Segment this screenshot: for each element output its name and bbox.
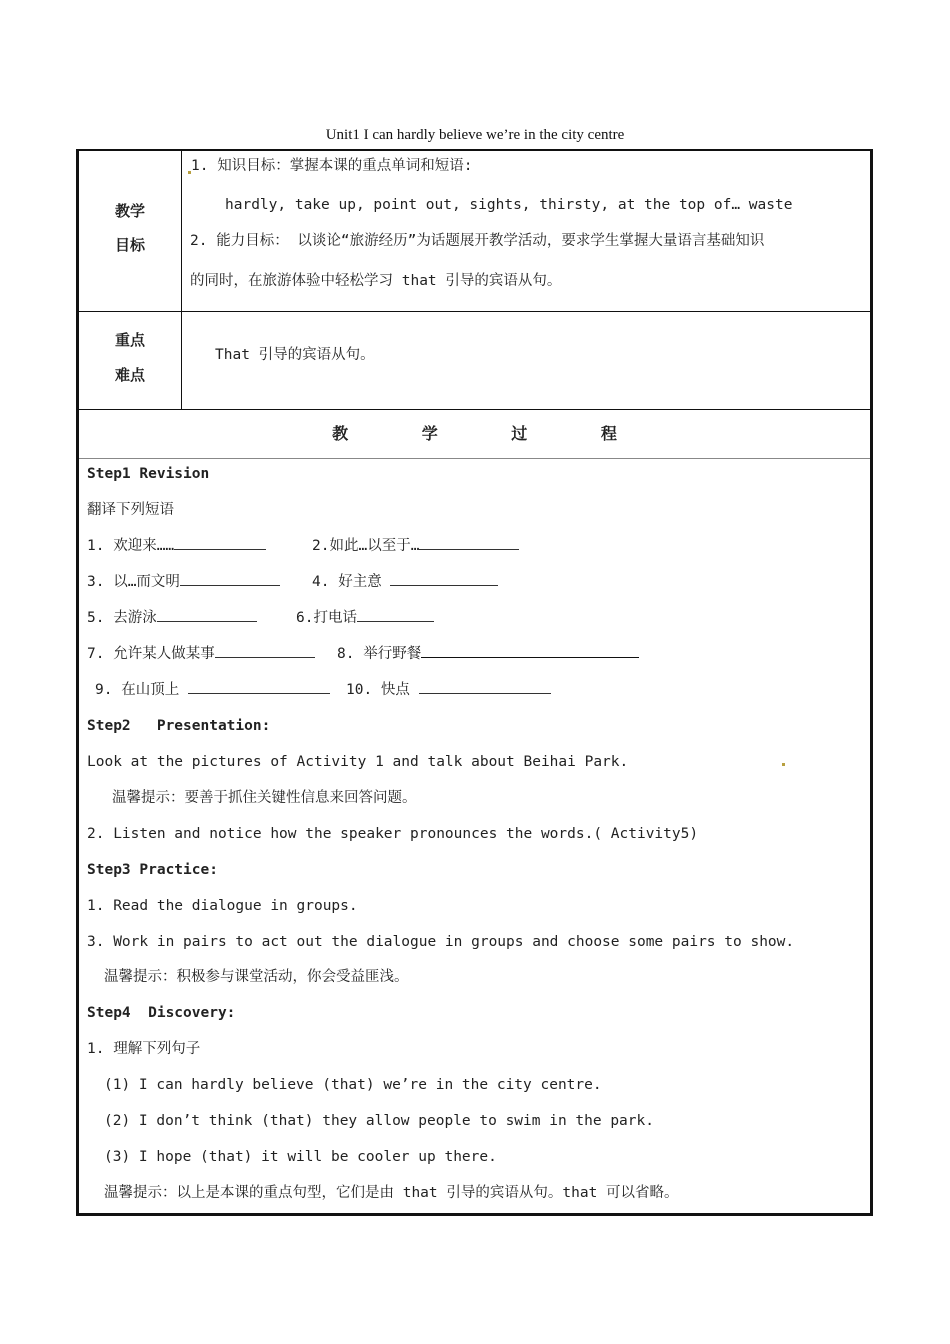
step2-heading: Step2 Presentation: <box>87 718 271 734</box>
answer-blank[interactable] <box>357 609 434 622</box>
answer-blank[interactable] <box>390 573 498 586</box>
phrase-item: 10. 快点 <box>346 681 551 699</box>
process-char: 学 <box>421 424 438 443</box>
step3-tip: 温馨提示：积极参与课堂活动，你会受益匪浅。 <box>104 969 409 985</box>
answer-blank[interactable] <box>419 681 551 694</box>
step3-line-2: 3. Work in pairs to act out the dialogue in groups and choose some pairs to show. <box>87 934 795 950</box>
answer-blank[interactable] <box>180 573 280 586</box>
step4-tip: 温馨提示：以上是本课的重点句型，它们是由 that 引导的宾语从句。that 可以省略。 <box>104 1185 679 1201</box>
process-char: 程 <box>600 424 617 443</box>
answer-blank[interactable] <box>174 537 266 550</box>
stray-mark <box>782 763 785 766</box>
row-divider <box>79 409 870 410</box>
objectives-line-4: 的同时，在旅游体验中轻松学习 that 引导的宾语从句。 <box>190 273 562 289</box>
phrase-item: 7. 允许某人做某事 <box>87 645 315 663</box>
answer-blank[interactable] <box>421 645 639 658</box>
step3-heading: Step3 Practice: <box>87 862 218 878</box>
process-char: 过 <box>511 424 528 443</box>
answer-blank[interactable] <box>419 537 519 550</box>
phrase-item: 4. 好主意 <box>312 573 498 591</box>
step2-tip: 温馨提示：要善于抓住关键性信息来回答问题。 <box>112 790 417 806</box>
answer-blank[interactable] <box>157 609 257 622</box>
step2-line-1: Look at the pictures of Activity 1 and talk about Beihai Park. <box>87 754 629 770</box>
example-sentence: (2) I don’t think (that) they allow people to swim in the park. <box>104 1113 654 1129</box>
objectives-line-2: hardly, take up, point out, sights, thirsty, at the top of… waste <box>225 197 793 213</box>
answer-blank[interactable] <box>188 681 330 694</box>
answer-blank[interactable] <box>215 645 315 658</box>
objectives-line-1: 1. 知识目标：掌握本课的重点单词和短语: <box>191 158 473 174</box>
step1-heading: Step1 Revision <box>87 466 210 482</box>
phrase-item: 5. 去游泳 <box>87 609 257 627</box>
process-char: 教 <box>332 424 349 443</box>
phrase-item: 2.如此…以至于… <box>312 537 519 555</box>
process-header <box>79 421 870 444</box>
phrase-item: 9. 在山顶上 <box>95 681 330 699</box>
step1-instruction: 翻译下列短语 <box>87 502 174 518</box>
lesson-table <box>76 149 873 1216</box>
key-points-label-2: 难点 <box>114 366 145 384</box>
phrase-item: 8. 举行野餐 <box>337 645 639 663</box>
step4-line-1: 1. 理解下列句子 <box>87 1041 201 1057</box>
row-divider <box>79 311 870 312</box>
example-sentence: (3) I hope (that) it will be cooler up there. <box>104 1149 497 1165</box>
step4-heading: Step4 Discovery: <box>87 1005 236 1021</box>
phrase-item: 3. 以…而文明 <box>87 573 280 591</box>
objectives-label-1: 教学 <box>114 202 145 220</box>
key-points-label-1: 重点 <box>114 331 145 349</box>
step3-line-1: 1. Read the dialogue in groups. <box>87 898 358 914</box>
page-title: Unit1 I can hardly believe we’re in the city centre <box>325 127 625 143</box>
objectives-line-3: 2. 能力目标： 以谈论“旅游经历”为话题展开教学活动，要求学生掌握大量语言基础知识 <box>190 233 765 249</box>
objectives-label-2: 目标 <box>114 236 145 254</box>
phrase-item: 1. 欢迎来…… <box>87 537 266 555</box>
step2-line-2: 2. Listen and notice how the speaker pronounces the words.( Activity5) <box>87 826 699 842</box>
column-divider <box>181 151 182 409</box>
phrase-item: 6.打电话 <box>296 609 434 627</box>
row-divider <box>79 458 870 459</box>
example-sentence: (1) I can hardly believe (that) we’re in the city centre. <box>104 1077 602 1093</box>
key-points-text: That 引导的宾语从句。 <box>215 347 375 363</box>
